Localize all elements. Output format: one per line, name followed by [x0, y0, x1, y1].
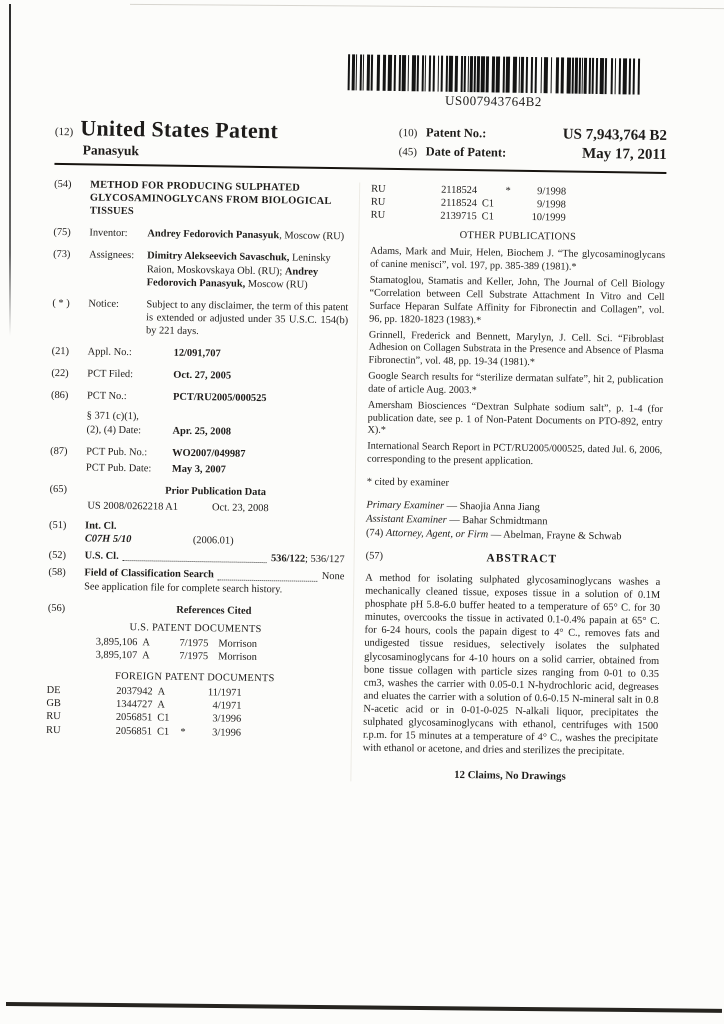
- patent-no-label: Patent No.:: [425, 125, 487, 141]
- table-row: DE 2037942 A 11/1971: [46, 685, 242, 699]
- inventor-label: Inventor:: [89, 227, 128, 240]
- section-75-inventor: [53, 226, 349, 243]
- date-label: Date of Patent:: [425, 144, 507, 160]
- scan-edge-top: [130, 4, 724, 9]
- page-title: United States Patent: [80, 115, 279, 144]
- section-21-appl: [52, 345, 348, 362]
- foreign-docs-heading: FOREIGN PATENT DOCUMENTS: [114, 670, 275, 685]
- appl-label: Appl. No.:: [87, 346, 132, 359]
- section-73-assignees: [53, 248, 350, 292]
- field-tag: (87): [50, 445, 68, 457]
- publication-item: Stamatoglou, Stamatis and Keller, John, The Journal of Cell Biology “Correlation between Cell Substrate Attachment In Vitro and Cell Surface Heparan Sulfate Affinity for Fibronectin and Collagen”, vol. 96, pp. 1820-1823 (1983).*: [369, 274, 665, 326]
- scan-edge-left: [9, 4, 11, 336]
- pub-date-label: PCT Pub. Date:: [85, 462, 152, 475]
- table-row: 3,895,107 A 7/1975 Morrison: [95, 649, 257, 663]
- pct-no-label: PCT No.:: [86, 390, 127, 403]
- pct-filed-label: PCT Filed:: [87, 368, 134, 381]
- attorney-line: (74) Attorney, Agent, or Firm — Abelman, Frayne & Schwab: [365, 527, 622, 543]
- section-51-intcl: [49, 519, 345, 550]
- section-86-pct-no: [50, 389, 347, 440]
- publication-item: International Search Report in PCT/RU2005/000525, dated Jul. 6, 2006, corresponding to the present application.: [367, 440, 663, 468]
- table-row: RU 2118524 * 9/1998: [371, 183, 567, 198]
- left-column: [45, 178, 359, 781]
- us-docs-heading: U.S. PATENT DOCUMENTS: [129, 621, 262, 635]
- prior-pub-heading: Prior Publication Data: [165, 485, 267, 498]
- inventor-value: Andrey Fedorovich Panasyuk, Moscow (RU): [147, 228, 345, 243]
- notice-text: Subject to any disclaimer, the term of this patent is extended or adjusted under 35 U.S.C. 154(b) by 221 days.: [145, 299, 349, 338]
- s371-line1: § 371 (c)(1),: [86, 410, 140, 423]
- dotted-leader: [123, 550, 267, 563]
- scan-edge-bottom: [6, 1002, 722, 1013]
- field-search-note: See application file for complete search history.: [84, 580, 283, 595]
- field-tag: (58): [48, 567, 66, 579]
- pub-no-value: WO2007/049987: [172, 447, 246, 460]
- field-tag: (73): [53, 249, 71, 261]
- kind-code: (12): [54, 125, 74, 139]
- intcl-class: C07H 5/10: [84, 533, 132, 546]
- abstract-text: A method for isolating sulphated glycosaminoglycans washes a mechanically cleaned tissue, exposes tissue in a solution of 0.1M phosphate pH 5.8-6.0 buffer heated to a temperature of 65° C. for 30 minutes, overcooks the tissue in activated 0.1-0.4% papain at 65° C. for 6-24 hours, cools the papain digest to 4° C., removes fats and undigested tissue residues, selectively isolates the sulphated glycosaminoglycans for 4-10 hours on a solid carrier, obtained from bone tissue collagen with particle sizes ranging from 0-01 to 0.35 cm3, washes the carrier with 0.05-0.1 N-hydrochloric acid, degreases and eluates the carrier with a solution of 0.6-0.15 N-mineral salt in 0.8 N-acetic acid or in 0-01-0-025 N-alkali liquor, precipitates the sulphated glycosaminoglycans with ethanol, centrifuges with 1500 r.p.m. for 15 minutes at a temperature of 4° C., washes the precipitate with ethanol or acetone, and dries and sterilizes the precipitate.: [362, 572, 661, 758]
- section-notice: [52, 297, 349, 341]
- table-row: GB 1344727 A 4/1971: [46, 698, 242, 713]
- pct-filed-value: Oct. 27, 2005: [173, 369, 232, 382]
- intcl-year: (2006.01): [192, 535, 234, 547]
- field-search-value: None: [321, 571, 345, 583]
- primary-examiner-line: Primary Examiner — Shaojia Anna Jiang: [366, 499, 540, 514]
- field-tag: (22): [51, 368, 69, 380]
- field-tag: (52): [48, 550, 67, 562]
- table-row: RU 2056851 C1 3/1996: [46, 711, 242, 726]
- date-value: May 17, 2011: [581, 145, 667, 164]
- pub-date-value: May 3, 2007: [171, 463, 226, 476]
- assignees-value: Dimitry Alekseevich Savaschuk, Leninsky Raion, Moskovskaya Obl. (RU); Andrey Fedorovich Panasyuk, Moscow (RU): [146, 250, 331, 291]
- field-tag: (75): [53, 227, 71, 239]
- assignees-label: Assignees:: [89, 249, 135, 262]
- pct-no-value: PCT/RU2005/000525: [172, 392, 267, 405]
- publication-item: Grinnell, Frederick and Bennett, Marylyn, J. Cell. Sci. “Fibroblast Adhesion on Collagen Substrata in the Presence and Absence of Plasma Fibronectin”, vol. 48, pp. 19-34 (1981).*: [368, 329, 665, 369]
- uscl-primary: 536/122: [270, 553, 306, 565]
- prior-pub-number: US 2008/0262218 A1: [87, 500, 179, 513]
- cited-by-examiner: * cited by examiner: [366, 476, 450, 489]
- table-row: RU 2139715 C1 10/1999: [370, 209, 566, 224]
- field-tag: (54): [54, 178, 72, 191]
- uscl-secondary: ; 536/127: [304, 553, 345, 566]
- section-54-title: [54, 178, 351, 222]
- patent-no-value: US 7,943,764 B2: [562, 126, 668, 145]
- section-56-refs: [48, 602, 344, 619]
- uscl-label: U.S. Cl.: [84, 550, 119, 563]
- field-tag: (86): [50, 390, 69, 402]
- field-search-label: Field of Classification Search: [84, 567, 214, 581]
- dotted-leader: [218, 569, 318, 582]
- publication-item: Amersham Biosciences “Dextran Sulphate sodium salt”, p. 1-4 (for publication date, see p. 1 of Non-Patent Documents on PTO-892, entry X).*: [367, 399, 663, 437]
- date-code: (45): [398, 146, 418, 159]
- table-row: RU 2118524 C1 9/1998: [370, 196, 566, 211]
- section-58-field-search: [48, 566, 344, 597]
- abstract-tag: (57): [365, 550, 384, 563]
- other-pubs-heading: OTHER PUBLICATIONS: [459, 230, 577, 244]
- field-tag: (21): [51, 346, 70, 358]
- refs-heading: References Cited: [176, 604, 252, 617]
- s371-value: Apr. 25, 2008: [172, 425, 232, 438]
- right-column: [350, 182, 666, 785]
- prior-pub-date: Oct. 23, 2008: [211, 502, 269, 515]
- field-tag: ( * ): [52, 297, 70, 309]
- notice-label: Notice:: [88, 298, 120, 310]
- pub-no-label: PCT Pub. No.:: [86, 446, 148, 458]
- claims-line: 12 Claims, No Drawings: [454, 769, 566, 783]
- assistant-examiner-line: Assistant Examiner — Bahar Schmidtmann: [366, 513, 548, 528]
- table-row: 3,895,106 A 7/1975 Morrison: [95, 636, 258, 650]
- inventor-surname: Panasyuk: [82, 142, 140, 159]
- barcode-block: [343, 54, 644, 111]
- section-52-uscl: [49, 549, 345, 566]
- section-22-pct-filed: [51, 367, 347, 384]
- barcode-text: US007943764B2: [444, 92, 542, 110]
- appl-value: 12/091,707: [173, 347, 221, 360]
- invention-title: METHOD FOR PRODUCING SULPHATED GLYCOSAMINOGLYCANS FROM BIOLOGICAL TISSUES: [89, 179, 332, 218]
- field-tag: (51): [49, 519, 67, 532]
- patent-no-code: (10): [398, 127, 418, 140]
- patent-header: [55, 115, 668, 167]
- barcode: [344, 54, 645, 94]
- publication-item: Google Search results for “sterilize dermatan sulfate”, hit 2, publication date of article Aug. 2003.*: [368, 370, 664, 397]
- section-65-prior: [49, 483, 345, 517]
- abstract-heading-row: [366, 550, 661, 569]
- field-tag: (65): [49, 483, 68, 496]
- section-87-pub: [50, 445, 346, 479]
- s371-label: (2), (4) Date:: [86, 423, 142, 436]
- field-tag: (56): [47, 602, 66, 614]
- publication-item: Adams, Mark and Muir, Helen, Biochem J. “The glycosaminoglycans of canine menisci”, vol. 197, pp. 385-389 (1981).*: [369, 246, 666, 273]
- intcl-label: Int. Cl.: [85, 520, 117, 532]
- abstract-heading: ABSTRACT: [486, 552, 558, 566]
- table-row: RU 2056851 C1 * 3/1996: [45, 724, 242, 739]
